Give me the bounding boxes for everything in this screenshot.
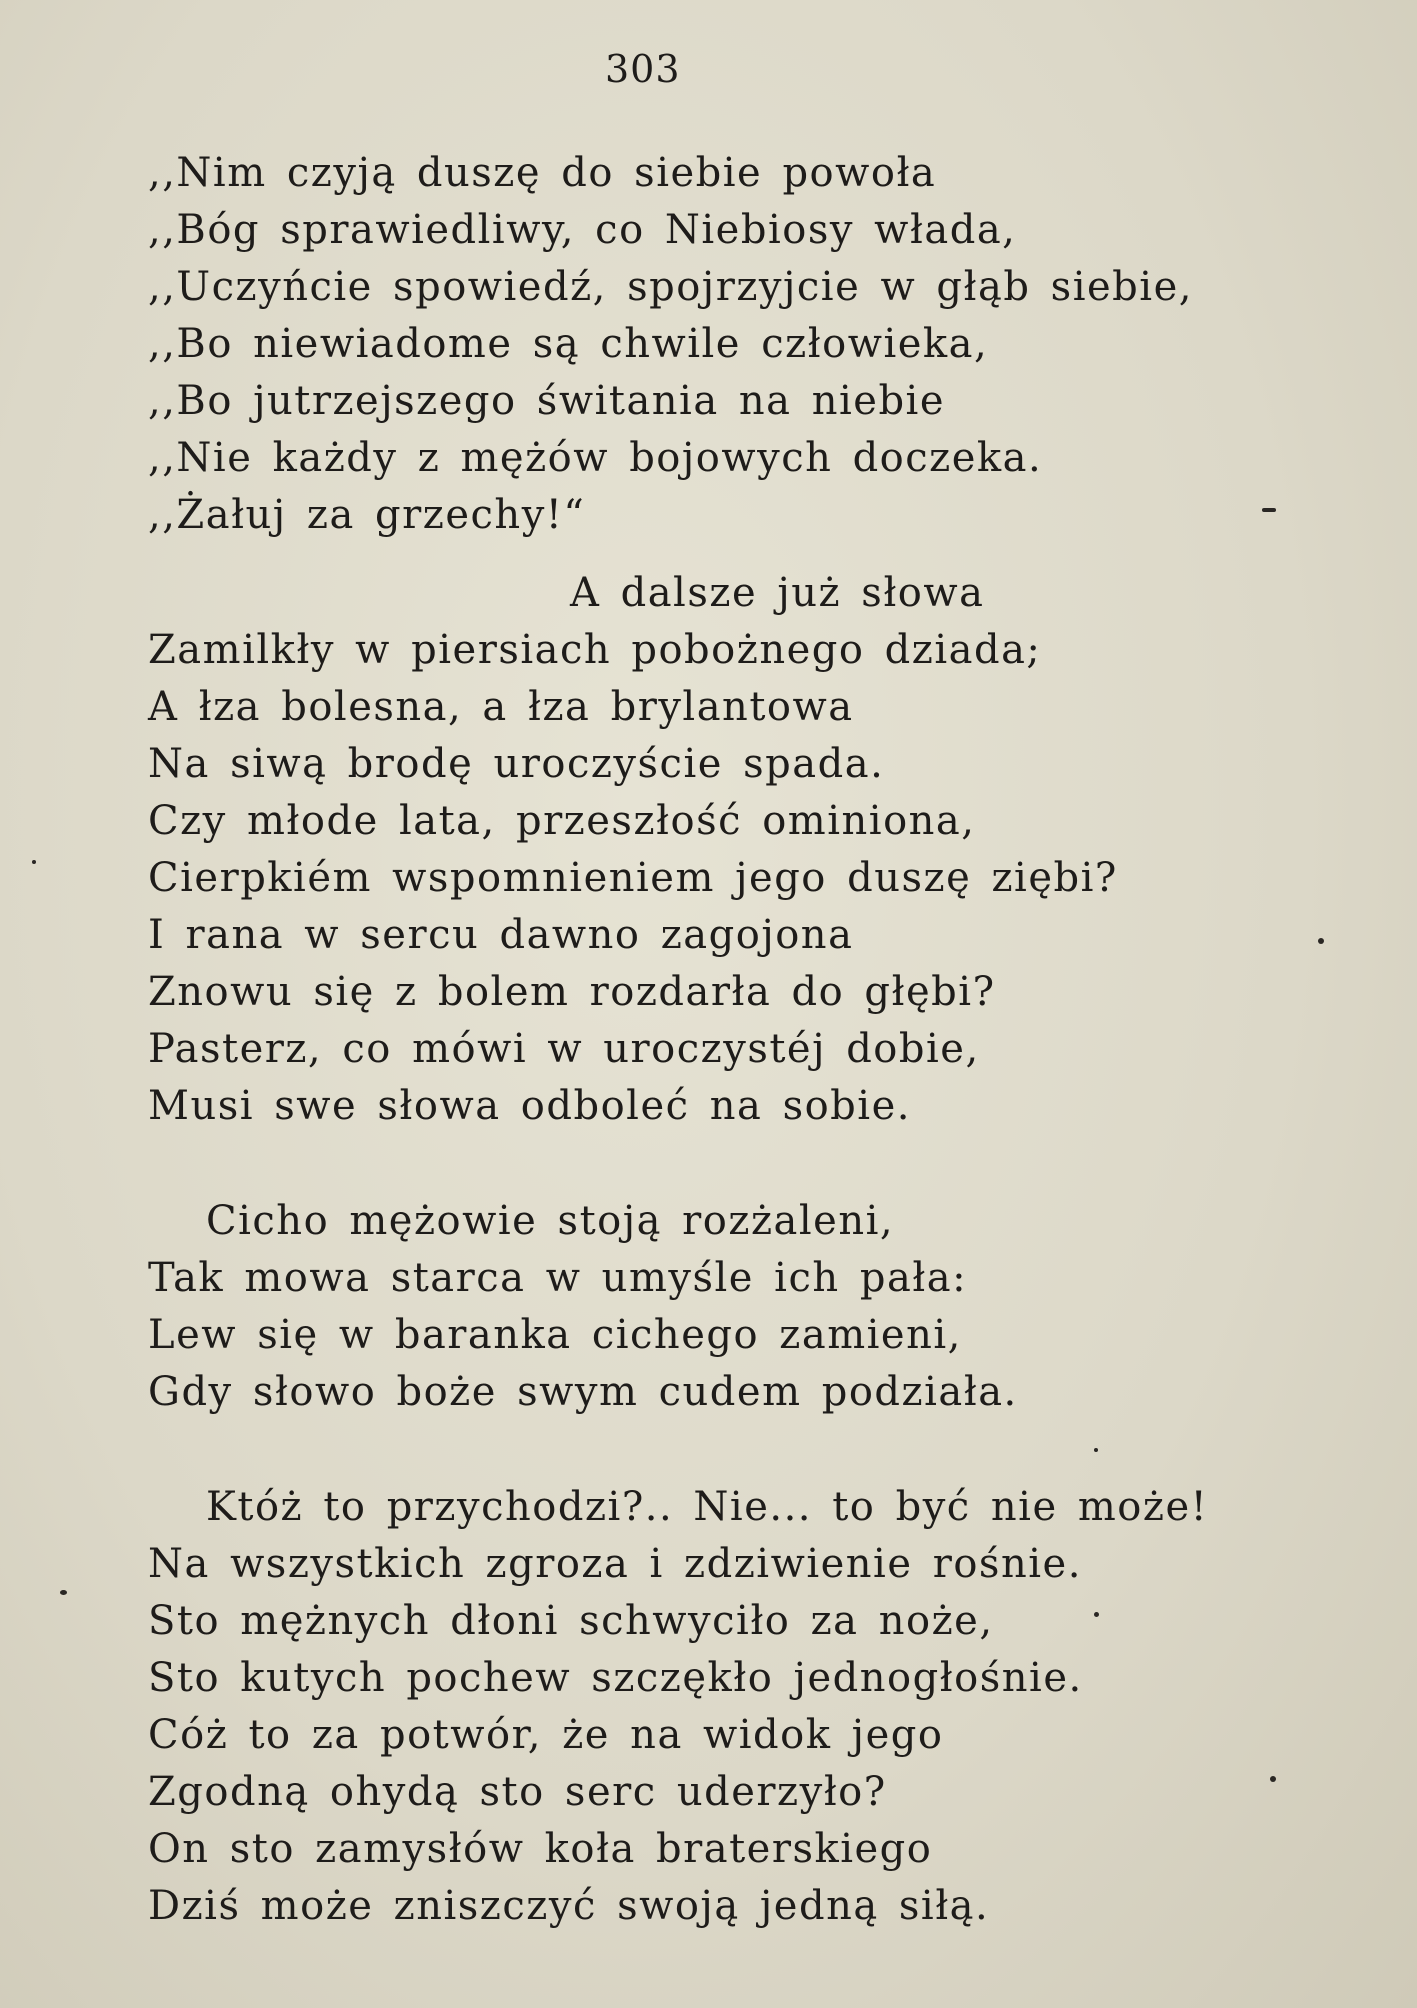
- paper-speck: [60, 1590, 67, 1595]
- poem-line: Któż to przychodzi?.. Nie... to być nie może!: [206, 1484, 1209, 1530]
- poem-line: Cierpkiém wspomnieniem jego duszę ziębi?: [148, 855, 1118, 901]
- paper-speck: [1262, 508, 1276, 512]
- poem-line: I rana w sercu dawno zagojona: [148, 912, 854, 958]
- poem-line: ,,Bo jutrzejszego świtania na niebie: [148, 378, 946, 424]
- poem-line: Dziś może zniszczyć swoją jedną siłą.: [148, 1883, 990, 1929]
- poem-line: Pasterz, co mówi w uroczystéj dobie,: [148, 1026, 980, 1072]
- poem-line: Cicho mężowie stoją rozżaleni,: [206, 1198, 895, 1244]
- poem-line: A łza bolesna, a łza brylantowa: [148, 684, 854, 730]
- poem-line: Zgodną ohydą sto serc uderzyło?: [148, 1769, 887, 1815]
- poem-line: On sto zamysłów koła braterskiego: [148, 1826, 933, 1872]
- poem-line: ,,Uczyńcie spowiedź, spojrzyjcie w głąb siebie,: [148, 264, 1193, 310]
- poem-line: ,,Nim czyją duszę do siebie powoła: [148, 150, 937, 196]
- page-number: 303: [605, 47, 681, 91]
- poem-line: Czy młode lata, przeszłość ominiona,: [148, 798, 976, 844]
- poem-line: A dalsze już słowa: [570, 570, 985, 616]
- poem-line: Musi swe słowa odboleć na sobie.: [148, 1083, 911, 1129]
- poem-text: [148, 145, 1348, 1935]
- poem-line: Na wszystkich zgroza i zdziwienie rośnie.: [148, 1541, 1082, 1587]
- paper-speck: [1094, 1612, 1099, 1617]
- poem-line: Sto kutych pochew szczękło jednogłośnie.: [148, 1655, 1083, 1701]
- poem-line: ,,Żałuj za grzechy!“: [148, 492, 586, 538]
- poem-line: Na siwą brodę uroczyście spada.: [148, 741, 885, 787]
- poem-line: Lew się w baranka cichego zamieni,: [148, 1312, 962, 1358]
- paper-speck: [1270, 1776, 1276, 1782]
- poem-line: Zamilkły w piersiach pobożnego dziada;: [148, 627, 1042, 673]
- paper-speck: [32, 860, 36, 864]
- poem-line: ,,Nie każdy z mężów bojowych doczeka.: [148, 435, 1043, 481]
- poem-line: Gdy słowo boże swym cudem podziała.: [148, 1369, 1018, 1415]
- paper-speck: [1318, 938, 1324, 944]
- poem-line: ,,Bóg sprawiedliwy, co Niebiosy włada,: [148, 207, 1017, 253]
- paper-speck: [1094, 1448, 1098, 1452]
- poem-line: Sto mężnych dłoni schwyciło za noże,: [148, 1598, 994, 1644]
- poem-line: Tak mowa starca w umyśle ich pała:: [148, 1255, 968, 1301]
- poem-line: ,,Bo niewiadome są chwile człowieka,: [148, 321, 989, 367]
- poem-line: Znowu się z bolem rozdarła do głębi?: [148, 969, 996, 1015]
- poem-line: Cóż to za potwór, że na widok jego: [148, 1712, 944, 1758]
